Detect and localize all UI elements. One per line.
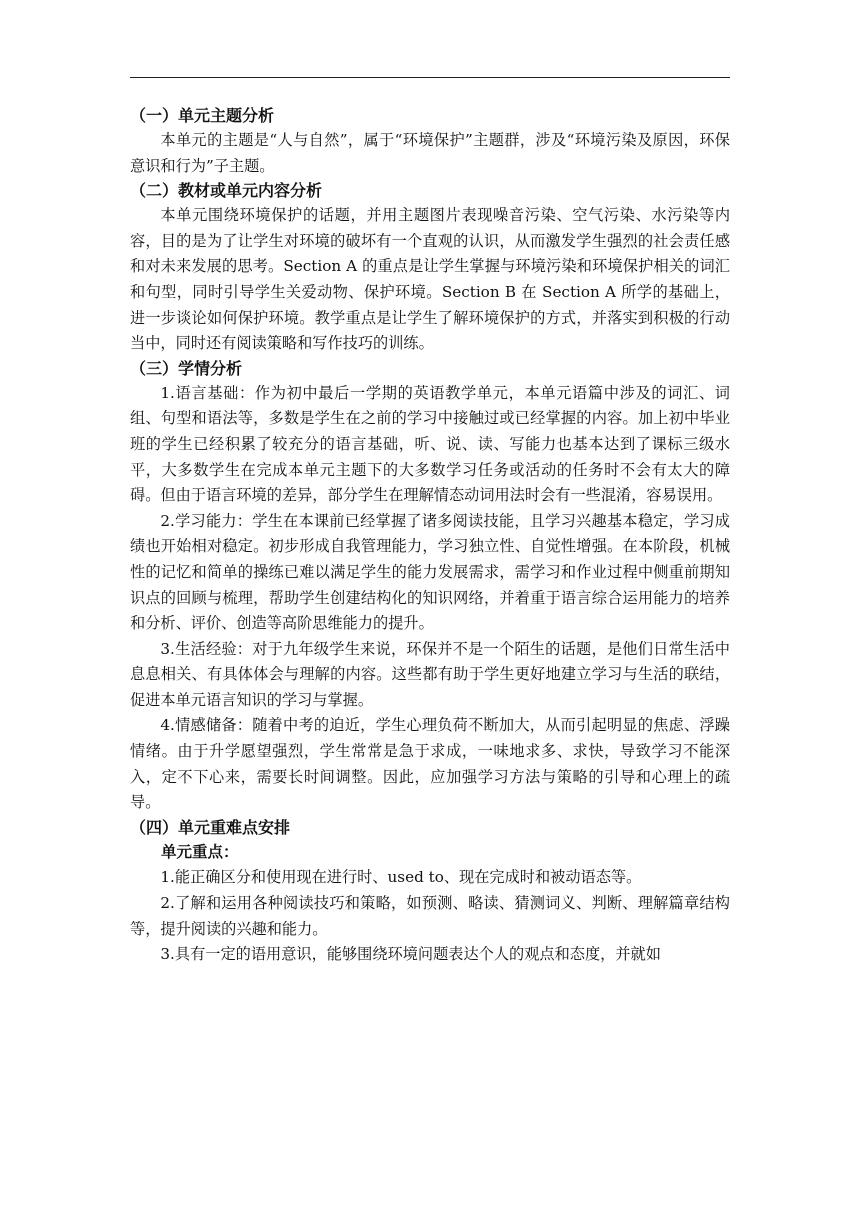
section-heading-key-points: （四）单元重难点安排 bbox=[130, 817, 291, 837]
paragraph: 本单元围绕环境保护的话题，并用主题图片表现噪音污染、空气污染、水污染等内容，目的是为了让学生对环境的破坏有一个直观的认识，从而激发学生强烈的社会责任感和对未来发展的思考。Section A 的重点是让学生掌握与环境污染和环境保护相关的词汇和句型，同时引导学生关爱动物、保护环境。Section B 在 Section A 所学的基础上，进一步谈论如何保护环境。教学重点是让学生了解环境保护的方式，并落实到积极的行动当中，同时还有阅读策略和写作技巧的训练。 bbox=[130, 206, 730, 353]
paragraph: 3.生活经验：对于九年级学生来说，环保并不是一个陌生的话题，是他们日常生活中息息相关、有具体体会与理解的内容。这些都有助于学生更好地建立学习与生活的联结，促进本单元语言知识的学习与掌握。 bbox=[130, 639, 730, 709]
section-heading-content: （二）教材或单元内容分析 bbox=[130, 181, 323, 201]
subheading-unit-focus: 单元重点： bbox=[161, 842, 239, 861]
paragraph: 2.了解和运用各种阅读技巧和策略，如预测、略读、猜测词义、判断、理解篇章结构等，提升阅读的兴趣和能力。 bbox=[130, 894, 730, 938]
header-rule bbox=[130, 77, 730, 78]
document-body bbox=[130, 104, 730, 968]
paragraph: 4.情感储备：随着中考的迫近，学生心理负荷不断加大，从而引起明显的焦虑、浮躁情绪。由于升学愿望强烈，学生常常是急于求成，一味地求多、求快，导致学习不能深入，定不下心来，需要长时间调整。因此，应加强学习方法与策略的引导和心理上的疏导。 bbox=[130, 716, 730, 812]
paragraph: 本单元的主题是“人与自然”，属于“环境保护”主题群，涉及“环境污染及原因，环保意识和行为”子主题。 bbox=[130, 131, 730, 175]
section-heading-learner: （三）学情分析 bbox=[130, 358, 243, 378]
paragraph: 1.能正确区分和使用现在进行时、used to、现在完成时和被动语态等。 bbox=[160, 868, 642, 887]
section-heading-theme: （一）单元主题分析 bbox=[130, 106, 275, 125]
paragraph: 1.语言基础：作为初中最后一学期的英语教学单元，本单元语篇中涉及的词汇、词组、句型和语法等，多数是学生在之前的学习中接触过或已经掌握的内容。加上初中毕业班的学生已经积累了较充分的语言基础，听、说、读、写能力也基本达到了课标三级水平，大多数学生在完成本单元主题下的大多数学习任务或活动的任务时不会有太大的障碍。但由于语言环境的差异，部分学生在理解情态动词用法时会有一些混淆，容易误用。 bbox=[130, 383, 730, 505]
paragraph: 3.具有一定的语用意识，能够围绕环境问题表达个人的观点和态度，并就如 bbox=[160, 945, 661, 964]
paragraph: 2.学习能力：学生在本课前已经掌握了诸多阅读技能，且学习兴趣基本稳定，学习成绩也开始相对稳定。初步形成自我管理能力，学习独立性、自觉性增强。在本阶段，机械性的记忆和简单的操练已难以满足学生的能力发展需求，需学习和作业过程中侧重前期知识点的回顾与梳理，帮助学生创建结构化的知识网络，并着重于语言综合运用能力的培养和分析、评价、创造等高阶思维能力的提升。 bbox=[130, 511, 730, 633]
